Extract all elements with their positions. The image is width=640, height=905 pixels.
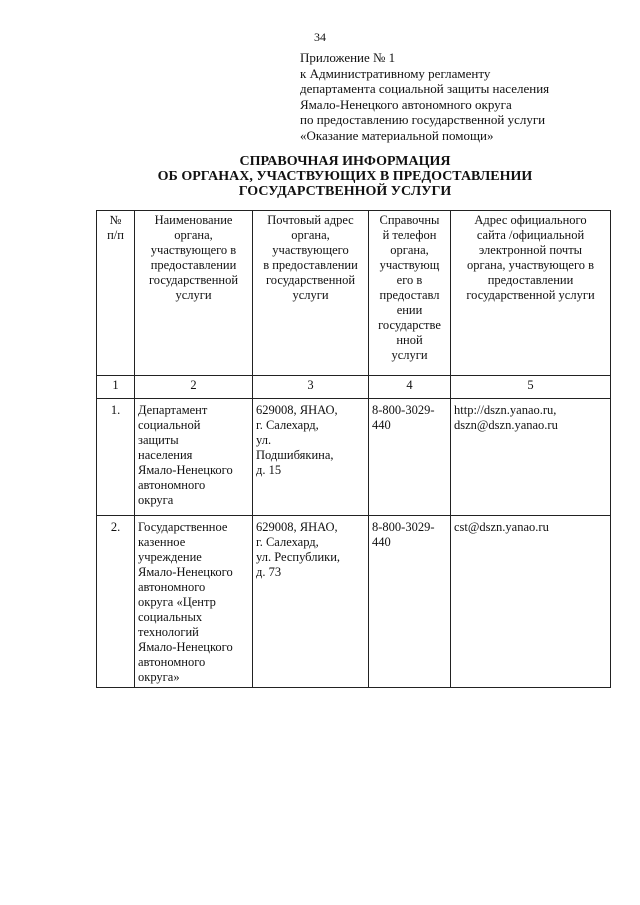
header-website-email: Адрес официального сайта /официальной электронной почты органа, участвующего в предоставлении государственной услуги <box>451 211 611 376</box>
header-postal-address: Почтовый адрес органа, участвующего в предоставлении государственной услуги <box>253 211 369 376</box>
column-number: 1 <box>97 376 135 399</box>
table-row <box>97 516 611 688</box>
column-number: 4 <box>369 376 451 399</box>
column-number-row <box>97 376 611 399</box>
phone-number: 8-800-3029- 440 <box>369 516 451 688</box>
appendix-line: «Оказание материальной помощи» <box>300 127 494 143</box>
title-line: ОБ ОРГАНАХ, УЧАСТВУЮЩИХ В ПРЕДОСТАВЛЕНИИ <box>157 169 533 184</box>
table-header-row <box>97 211 611 376</box>
appendix-line: Приложение № 1 <box>300 50 396 65</box>
organ-name: Государственное казенное учреждение Ямало-Ненецкого автономного округа «Центр социальных технологий Ямало-Ненецкого автономного округа» <box>135 516 253 688</box>
postal-address: 629008, ЯНАО, г. Салехард, ул. Подшибякина, д. 15 <box>253 399 369 516</box>
phone-number: 8-800-3029- 440 <box>369 399 451 516</box>
document-title <box>100 154 590 199</box>
row-number: 1. <box>97 399 135 516</box>
appendix-line: департамента социальной защиты населения <box>300 81 550 96</box>
website-email: cst@dszn.yanao.ru <box>451 516 611 688</box>
header-organ-name: Наименование органа, участвующего в предоставлении государственной услуги <box>135 211 253 376</box>
row-number: 2. <box>97 516 135 688</box>
postal-address: 629008, ЯНАО, г. Салехард, ул. Республики, д. 73 <box>253 516 369 688</box>
column-number: 2 <box>135 376 253 399</box>
header-phone: Справочны й телефон органа, участвующ его в предоставл ении государстве нной услуги <box>369 211 451 376</box>
appendix-line: по предоставлению государственной услуги <box>300 112 546 127</box>
table-row <box>97 399 611 516</box>
appendix-block <box>300 50 620 143</box>
website-email: http://dszn.yanao.ru, dszn@dszn.yanao.ru <box>451 399 611 516</box>
info-table <box>96 210 611 688</box>
column-number: 3 <box>253 376 369 399</box>
header-number: № п/п <box>97 211 135 376</box>
title-line: СПРАВОЧНАЯ ИНФОРМАЦИЯ <box>239 154 451 169</box>
appendix-line: к Административному регламенту <box>300 65 491 81</box>
organ-name: Департамент социальной защиты населения Ямало-Ненецкого автономного округа <box>135 399 253 516</box>
page-number: 34 <box>314 30 326 44</box>
title-line: ГОСУДАРСТВЕННОЙ УСЛУГИ <box>238 184 452 199</box>
column-number: 5 <box>451 376 611 399</box>
appendix-line: Ямало-Ненецкого автономного округа <box>300 96 512 112</box>
